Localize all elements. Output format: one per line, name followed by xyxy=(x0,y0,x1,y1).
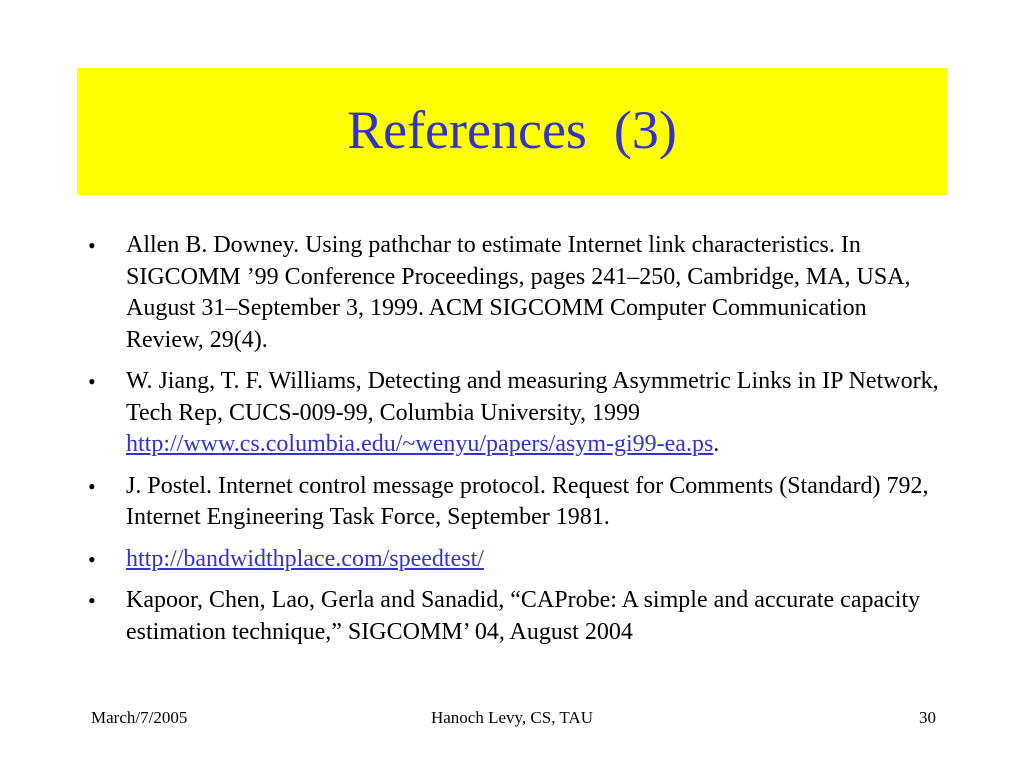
reference-text: Allen B. Downey. Using pathchar to estimate Internet link characteristics. In SIGCOMM ’99 Conference Proceedings, pages 241–250, Cambridge, MA, USA, August 31–September 3, 1999. ACM SIGCOMM Computer Communication Review, 29(4). xyxy=(126,232,911,353)
reference-item-5 xyxy=(84,585,944,648)
bullet: • xyxy=(88,369,96,394)
reference-link-speedtest[interactable]: http://bandwidthplace.com/speedtest/ xyxy=(126,545,484,572)
footer-date: March/7/2005 xyxy=(91,708,188,727)
reference-trailing-punctuation: . xyxy=(713,431,720,457)
reference-item-3 xyxy=(84,471,944,534)
bullet: • xyxy=(88,546,96,572)
footer-page-number: 30 xyxy=(919,708,936,727)
reference-text: W. Jiang, T. F. Williams, Detecting and measuring Asymmetric Links in IP Network, Tech Rep, CUCS-009-99, Columbia University, 1999 xyxy=(126,368,939,426)
reference-link-columbia[interactable]: http://www.cs.columbia.edu/~wenyu/papers/asym-gi99-ea.ps xyxy=(126,431,714,457)
footer-author: Hanoch Levy, CS, TAU xyxy=(430,708,593,727)
reference-item-2 xyxy=(84,366,944,461)
bullet: • xyxy=(88,233,96,258)
reference-item-4 xyxy=(84,544,944,576)
reference-item-1 xyxy=(84,230,944,356)
bullet: • xyxy=(88,473,96,499)
reference-text: J. Postel. Internet control message protocol. Request for Comments (Standard) 792, Internet Engineering Task Force, September 1981. xyxy=(126,472,929,530)
title-banner xyxy=(77,68,947,195)
slide-title: References (3) xyxy=(347,99,677,160)
reference-list xyxy=(84,230,944,658)
reference-text: Kapoor, Chen, Lao, Gerla and Sanadid, “CAProbe: A simple and accurate capacity estimation technique,” SIGCOMM’ 04, August 2004 xyxy=(126,587,921,645)
bullet: • xyxy=(88,588,96,613)
